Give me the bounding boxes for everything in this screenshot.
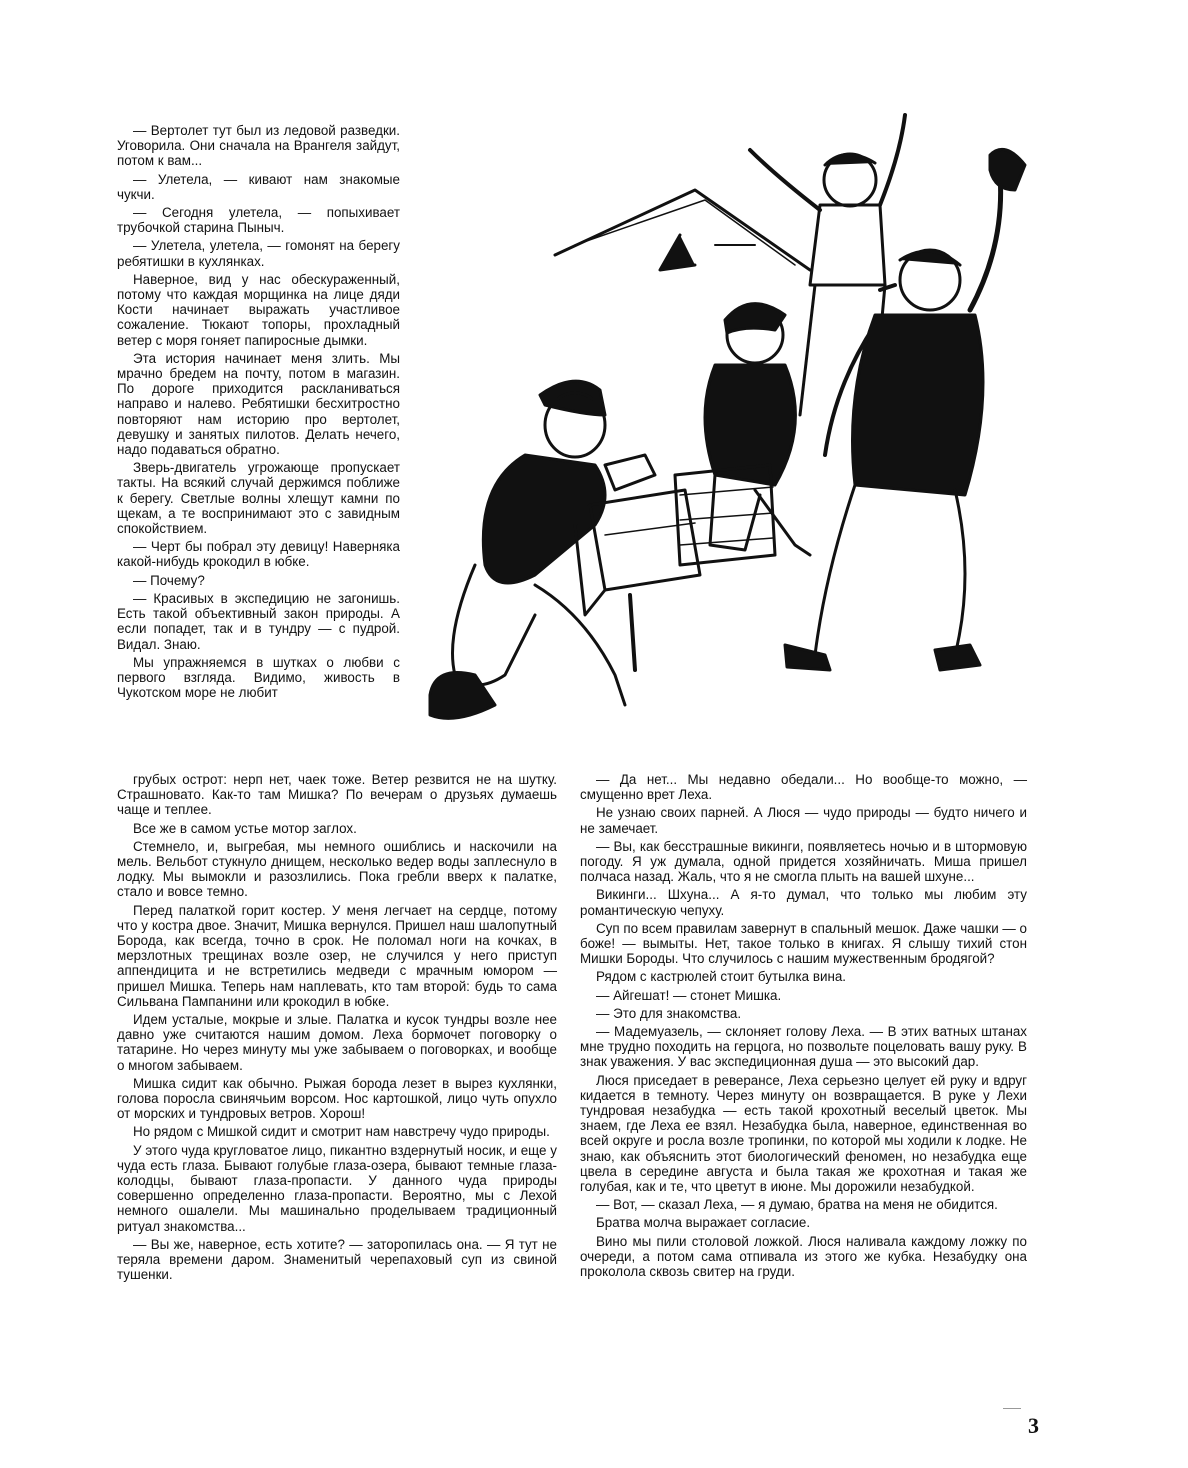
paragraph: — Мадемуазель, — склоняет голову Леха. — В этих ватных штанах мне трудно походить на герцога, но позвольте поцеловать вашу руку. В знак уважения. У вас экспедиционная душа — это высокий дар.	[580, 1024, 1027, 1070]
paragraph: У этого чуда кругловатое лицо, пикантно вздернутый носик, и еще у чуда есть глаза. Бывают голубые глаза-озера, бывают темные глаза-колодцы, бывают глаза-пропасти. У данного чуда природы совершенно определенно глаза-пропасти. Вероятно, мы с Лехой немного ошалели. Мы машинально проделываем традиционный ритуал знакомства...	[117, 1142, 557, 1234]
paragraph: Люся приседает в реверансе, Леха серьезно целует ей руку и вдруг кидается в темноту. Через минуту он возвращается. В руке у Лехи тундровая незабудка — есть такой крохотный веселый цветок. Мы знаем, где Леха ее взял. Незабудка была, наверное, единственная во всей округе и росла возле тропинки, по которой мы ходили к лодке. Не знаю, как объяснить этот биологический феномен, но незабудка еще цвела в середине августа и была такая же крохотная и такая же голубая, как и те, что цветут в июне. Мы дорожили незабудкой.	[580, 1072, 1027, 1195]
ink-illustration	[415, 95, 1033, 745]
article-column-upper	[117, 123, 400, 703]
paragraph: — Вот, — сказал Леха, — я думаю, братва на меня не обидится.	[596, 1197, 998, 1213]
page-number: 3	[1028, 1413, 1039, 1438]
paragraph: Братва молча выражает согласие.	[596, 1215, 811, 1231]
paragraph: — Улетела, — кивают нам знакомые чукчи.	[117, 171, 400, 202]
paragraph: Мы упражняемся в шутках о любви с первого взгляда. Видимо, живость в Чукотском море не любит	[117, 654, 400, 701]
kneeling-man-figure	[430, 381, 655, 718]
paragraph: — Улетела, улетела, — гомонят на берегу ребятишки в кухлянках.	[117, 238, 400, 269]
paragraph: — Черт бы побрал эту девицу! Наверняка какой-нибудь крокодил в юбке.	[117, 539, 400, 570]
paragraph: грубых острот: нерп нет, чаек тоже. Ветер резвится не на шутку. Страшновато. Как-то там Мишка? По вечерам о друзьях думаешь чаще и теплее.	[117, 772, 557, 818]
paragraph: — Вертолет тут был из ледовой разведки. Уговорила. Они сначала на Врангеля зайдут, потом к вам...	[117, 123, 400, 169]
paragraph: Все же в самом устье мотор заглох.	[133, 820, 357, 836]
paragraph: — Почему?	[133, 572, 205, 588]
paragraph: Наверное, вид у нас обескураженный, потому что каждая морщинка на лице дяди Кости начинает выражать участливое сожаление. Тюкают топоры, прохладный ветер с моря гоняет папиросные дымки.	[117, 271, 400, 348]
paragraph: Мишка сидит как обычно. Рыжая борода лезет в вырез кухлянки, голова поросла свинячьим ворсом. Нос картошкой, лицо чуть опухло от морских и тундровых ветров. Хорош!	[117, 1075, 557, 1122]
paragraph: Не узнаю своих парней. А Люся — чудо природы — будто ничего и не замечает.	[580, 805, 1027, 836]
paragraph: — Вы, как бесстрашные викинги, появляетесь ночью и в штормовую погоду. Я уж думала, одной придется хозяйничать. Миша пришел полчаса назад. Жаль, что я не смогла плыть на вашей шхуне...	[580, 838, 1027, 885]
paragraph: Эта история начинает меня злить. Мы мрачно бредем на почту, потом в магазин. По дороге приходится раскланиваться направо и налево. Ребятишки бесхитростно повторяют нам историю про вертолет, девушку и занятых пилотов. Делать нечего, надо подаваться обратно.	[117, 350, 400, 458]
paragraph: — Сегодня улетела, — попыхивает трубочкой старина Пыныч.	[117, 205, 400, 236]
paragraph: Но рядом с Мишкой сидит и смотрит нам навстречу чудо природы.	[133, 1124, 550, 1140]
paragraph: — Да нет... Мы недавно обедали... Но вообще-то можно, — смущенно врет Леха.	[580, 772, 1027, 803]
article-column-lower-right	[580, 772, 1027, 1282]
article-column-lower-left	[117, 772, 557, 1286]
paragraph: Вино мы пили столовой ложкой. Люся наливала каждому ложку по очереди, а потом сама отпивала из этого же кубка. Незабудку она проколола сквозь свитер на груди.	[580, 1233, 1027, 1280]
paragraph: Зверь-двигатель угрожающе пропускает такты. На всякий случай держимся поближе к берегу. Светлые волны хлещут камни по щекам, а те воспринимают это с завидным спокойствием.	[117, 460, 400, 537]
paragraph: Перед палаткой горит костер. У меня легчает на сердце, потому что у костра двое. Значит, Мишка вернулся. Пришел наш шалопутный Борода, как всегда, точно в срок. Не поломал ноги на кочках, в мерзлотных трещинах возле озер, не случился у него приступ аппендицита и не встретились медведи с мрачным юмором — пришел Мишка. Теперь нам наплевать, кто там второй: будь то сама Сильвана Пампанини или крокодил в юбке.	[117, 902, 557, 1009]
paragraph: Суп по всем правилам завернут в спальный мешок. Даже чашки — о боже! — вымыты. Нет, такое только в книгах. Я слышу тихий стон Мишки Бороды. Что случилось с нашим мужественным бродягой?	[580, 920, 1027, 967]
paragraph: Рядом с кастрюлей стоит бутылка вина.	[596, 969, 847, 985]
man-with-pipe-figure	[785, 149, 1025, 670]
margin-mark	[1003, 1408, 1021, 1409]
paragraph: — Айгешат! — стонет Мишка.	[596, 987, 782, 1003]
paragraph: Стемнело, и, выгребая, мы немного ошиблись и наскочили на мель. Вельбот стукнуло днищем, несколько ведер воды заплеснуло в лодку. Мы вымокли и разозлились. Пока гребли вверх к палатке, стало и вовсе темно.	[117, 838, 557, 900]
paragraph: — Это для знакомства.	[596, 1005, 742, 1021]
paragraph: — Красивых в экспедицию не загонишь. Есть такой объективный закон природы. А если попадет, так и в тундру — с пудрой. Видал. Знаю.	[117, 590, 400, 652]
paragraph: Идем усталые, мокрые и злые. Палатка и кусок тундры возле нее давно уже считаются нашим домом. Леха бормочет поговорку о татарине. Но через минуту мы уже забываем о поговорках, и вообще о многом забываем.	[117, 1012, 557, 1073]
paragraph: Викинги... Шхуна... А я-то думал, что только мы любим эту романтическую чепуху.	[580, 887, 1027, 918]
paragraph: — Вы же, наверное, есть хотите? — заторопилась она. — Я тут не теряла времени даром. Знаменитый черепаховый суп из свиной тушенки.	[117, 1236, 557, 1283]
